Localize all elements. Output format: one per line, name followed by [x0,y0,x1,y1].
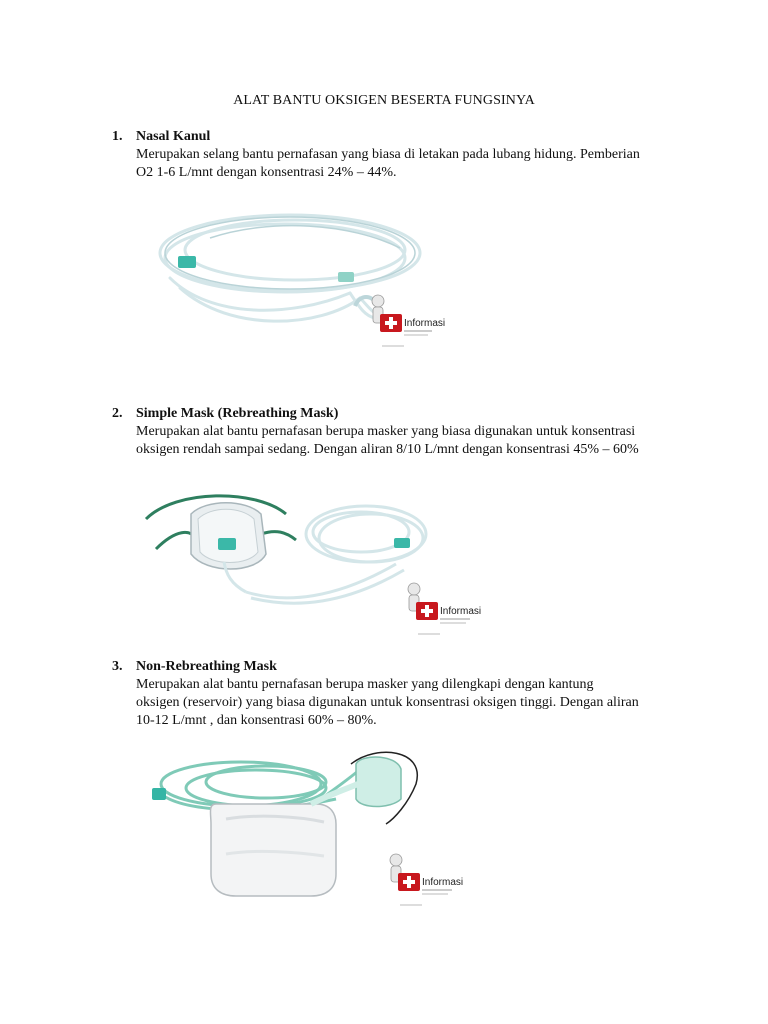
description-line: Merupakan selang bantu pernafasan yang biasa di letakan pada lubang hidung. Pemberian [136,147,640,162]
description-line: oksigen (reservoir) yang biasa digunakan untuk konsentrasi oksigen tinggi. Dengan aliran [136,695,639,710]
description-line: O2 1-6 L/mnt dengan konsentrasi 24% – 44%. [136,165,397,180]
item-description [136,423,692,459]
non-rebreathing-mask-photo [146,744,476,914]
connector-shape [178,256,196,268]
item-description [136,676,692,730]
item-number: 2. [112,406,123,421]
item-number: 1. [112,129,123,144]
description-line: Merupakan alat bantu pernafasan berupa masker yang dilengkapi dengan kantung [136,677,594,692]
item-heading: Non-Rebreathing Mask [136,659,277,674]
item-heading: Nasal Kanul [136,129,211,144]
item-description [136,146,692,182]
watermark-label: Informasi [404,318,446,329]
first-aid-kit-icon [390,854,420,891]
watermark-label: Informasi [422,877,464,888]
simple-mask-photo [136,474,486,644]
description-line: oksigen rendah sampai sedang. Dengan aliran 8/10 L/mnt dengan konsentrasi 45% – 60% [136,442,639,457]
nasal-cannula-photo [150,198,446,358]
description-line: Merupakan alat bantu pernafasan berupa masker yang biasa digunakan untuk konsentrasi [136,424,636,439]
watermark-label: Informasi [440,606,482,617]
page-title: ALAT BANTU OKSIGEN BESERTA FUNGSINYA [233,93,535,108]
first-aid-kit-icon [372,295,402,332]
description-line: 10-12 L/mnt , dan konsentrasi 60% – 80%. [136,713,377,728]
first-aid-kit-icon [408,583,438,620]
item-heading: Simple Mask (Rebreathing Mask) [136,406,339,421]
item-number: 3. [112,659,123,674]
